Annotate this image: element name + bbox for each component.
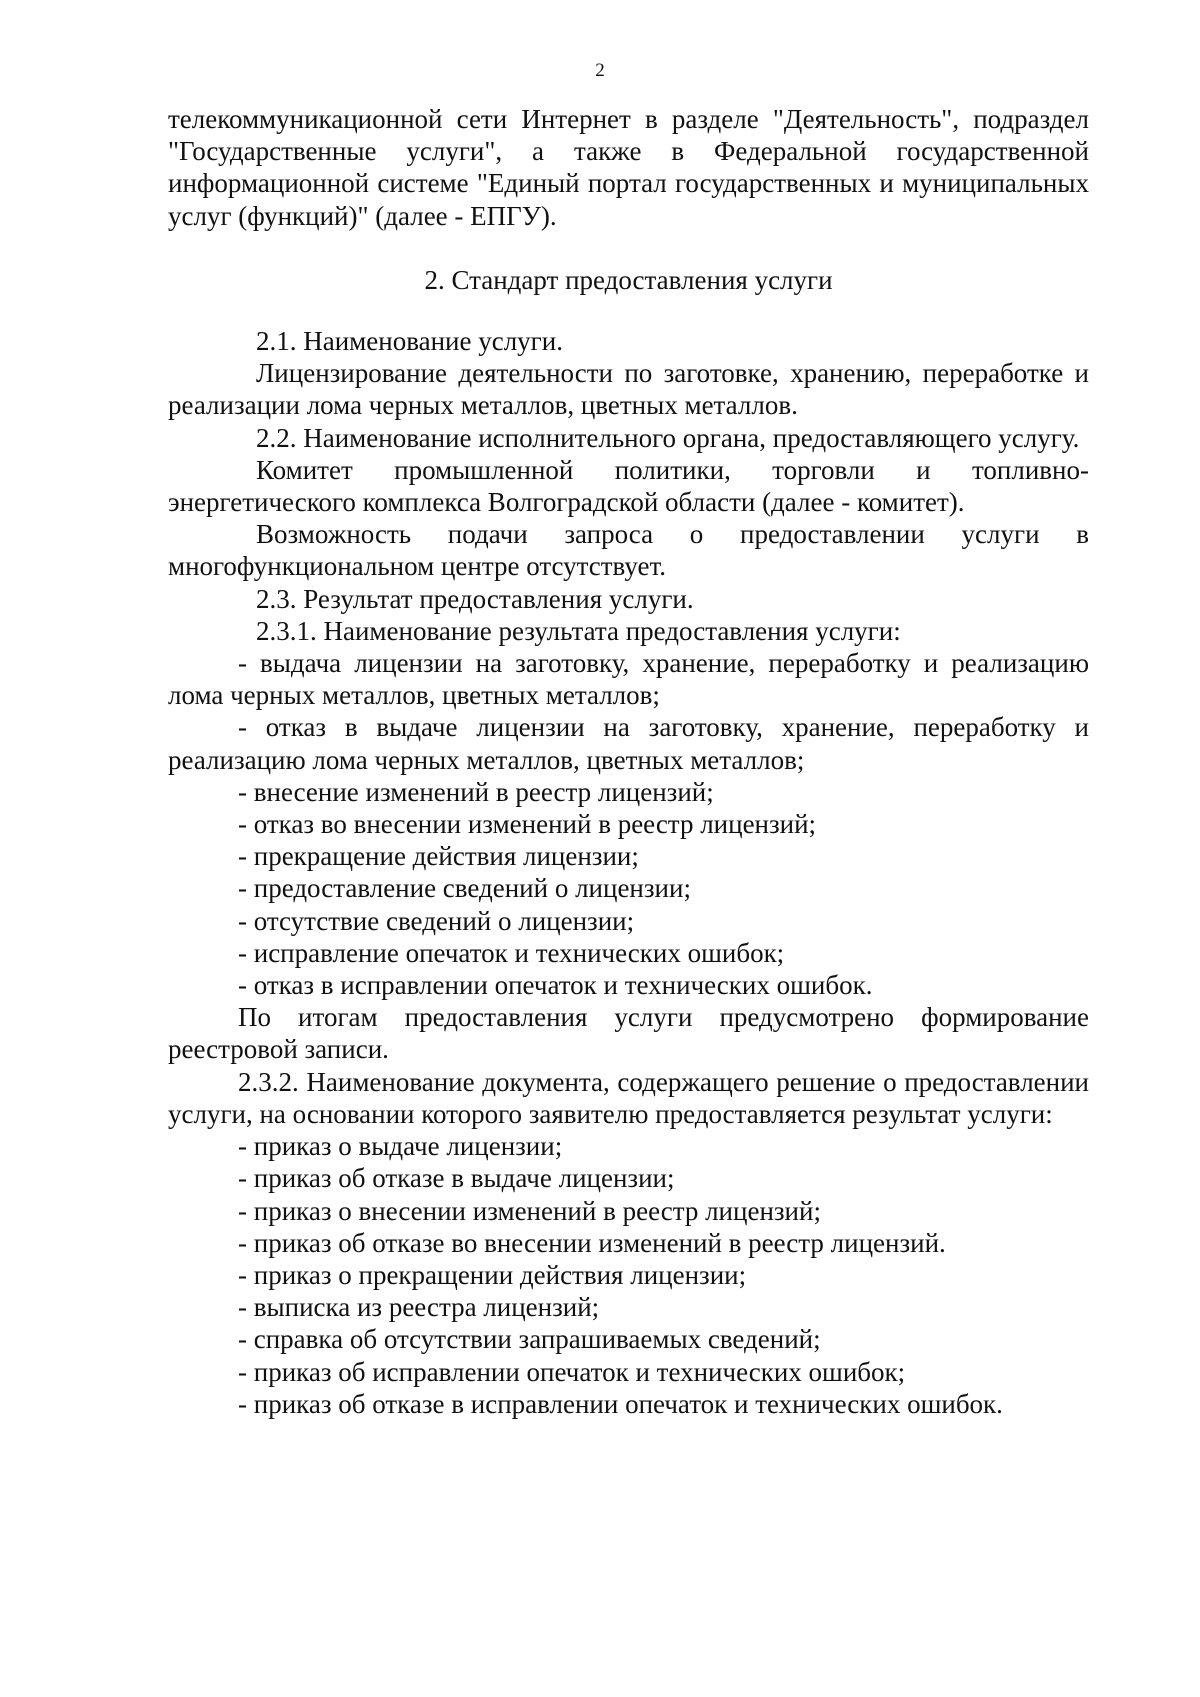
paragraph-2-3: 2.3. Результат предоставления услуги. <box>256 583 694 614</box>
section-heading: 2. Стандарт предоставления услуги <box>424 264 833 295</box>
paragraph-2-1: 2.1. Наименование услуги. <box>256 326 563 357</box>
paragraph-2-2: 2.2. Наименование исполнительного органа, предоставляющего услугу. <box>256 422 1080 453</box>
documents-list <box>168 1130 1089 1420</box>
list-item: - выдача лицензии на заготовку, хранение, переработку и реализацию лома черных металлов, цветных металлов; <box>168 648 1089 711</box>
page-number: 2 <box>595 60 605 81</box>
list-item: - отказ во внесении изменений в реестр лицензий; <box>238 809 817 840</box>
list-item: - приказ об исправлении опечаток и технических ошибок; <box>238 1356 906 1387</box>
paragraph-registry: По итогам предоставления услуги предусмотрено формирование реестровой записи. <box>168 1002 1089 1065</box>
paragraph-2-3-2: 2.3.2. Наименование документа, содержащего решение о предоставлении услуги, на основании которого заявителю предоставляется результат услуги: <box>168 1066 1089 1129</box>
list-item: - отказ в выдаче лицензии на заготовку, хранение, переработку и реализацию лома черных металлов, цветных металлов; <box>168 712 1089 775</box>
list-item: - приказ об отказе в выдаче лицензии; <box>238 1163 675 1194</box>
list-item: - отсутствие сведений о лицензии; <box>238 905 635 936</box>
list-item: - выписка из реестра лицензий; <box>238 1292 600 1323</box>
list-item: - приказ об отказе во внесении изменений в реестр лицензий. <box>238 1227 946 1258</box>
paragraph-2-1-text: Лицензирование деятельности по заготовке, хранению, переработке и реализации лома черных металлов, цветных металлов. <box>168 358 1089 421</box>
document-body <box>168 103 1089 1420</box>
list-item: - прекращение действия лицензии; <box>238 841 639 872</box>
list-item: - приказ о прекращении действия лицензии; <box>238 1259 747 1290</box>
list-item: - исправление опечаток и технических ошибок; <box>238 937 785 968</box>
list-item: - справка об отсутствии запрашиваемых сведений; <box>238 1324 821 1355</box>
list-item: - приказ о выдаче лицензии; <box>238 1131 563 1162</box>
list-item: - предоставление сведений о лицензии; <box>238 873 691 904</box>
list-item: - приказ о внесении изменений в реестр лицензий; <box>238 1195 821 1226</box>
paragraph-2-3-1: 2.3.1. Наименование результата предоставления услуги: <box>256 615 901 646</box>
list-item: - приказ об отказе в исправлении опечаток и технических ошибок. <box>238 1388 1003 1419</box>
paragraph-mfc: Возможность подачи запроса о предоставлении услуги в многофункциональном центре отсутствует. <box>168 519 1089 582</box>
list-item: - внесение изменений в реестр лицензий; <box>238 776 714 807</box>
paragraph-2-2-text: Комитет промышленной политики, торговли и топливно-энергетического комплекса Волгоградской области (далее - комитет). <box>168 454 1089 518</box>
intro-paragraph: телекоммуникационной сети Интернет в разделе "Деятельность", подраздел "Государственные услуги", а также в Федеральной государственной информационной системе "Единый портал государственных и муниципальных услуг (функций)" (далее - ЕПГУ). <box>168 104 1089 231</box>
results-list <box>168 647 1089 1001</box>
list-item: - отказ в исправлении опечаток и технических ошибок. <box>238 970 873 1001</box>
